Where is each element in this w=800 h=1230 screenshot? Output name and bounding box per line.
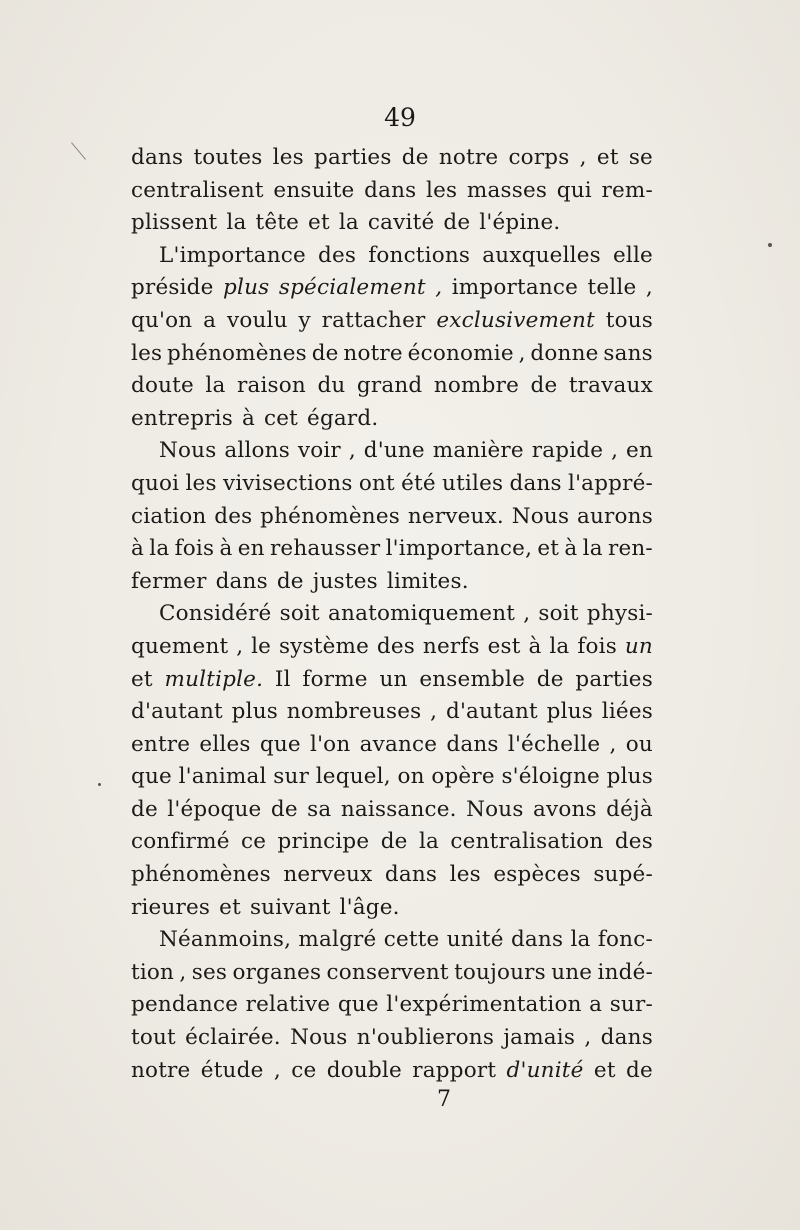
word: plissent [131, 210, 218, 236]
text-line [131, 729, 653, 762]
word: ensemble [419, 666, 526, 692]
word: à [528, 633, 542, 659]
word: suivant [249, 894, 331, 920]
word: rattacher [321, 307, 426, 333]
word: toujours [454, 959, 546, 985]
word: fonc- [597, 927, 653, 953]
word: de [131, 796, 158, 822]
word: anatomiquement [328, 601, 516, 627]
word: sans [603, 340, 653, 366]
text-line [131, 468, 653, 501]
word: et [596, 145, 619, 170]
word: tête [255, 210, 300, 236]
word: d'unité [506, 1057, 584, 1083]
word: et [593, 1057, 616, 1083]
word: , [645, 275, 653, 301]
word: justes [312, 568, 378, 594]
word: l'expérimentation [386, 992, 582, 1018]
word: quoi [131, 470, 180, 496]
word: l'appré- [568, 470, 653, 496]
word: , [518, 340, 526, 366]
word: d'une [363, 438, 425, 464]
word: rapide [531, 438, 604, 464]
word: , [348, 438, 356, 464]
word: ce [241, 829, 267, 855]
word: des [376, 633, 416, 659]
word: et [308, 210, 330, 236]
word: phénomènes [260, 503, 401, 529]
word: l'époque [167, 796, 262, 822]
word: des [614, 829, 653, 855]
body-text [131, 142, 653, 1087]
word: les [449, 862, 481, 888]
word: y [298, 307, 311, 333]
word: indé- [597, 959, 653, 985]
word: de [443, 210, 471, 236]
word: se [628, 145, 653, 170]
word: rehausser [269, 536, 381, 562]
word: la [226, 210, 247, 236]
word: aurons [576, 503, 653, 529]
word: une [551, 959, 593, 985]
word: dans [131, 145, 184, 170]
word: Nous [290, 1025, 348, 1051]
word: elle [612, 242, 653, 268]
word: supé- [593, 862, 653, 888]
word: que [131, 764, 172, 790]
word: dans [510, 927, 564, 953]
word: , [611, 438, 619, 464]
word: rem- [601, 177, 653, 203]
word: été [401, 470, 436, 496]
word: multiple. [164, 666, 264, 692]
word: n'oublierons [356, 1025, 495, 1051]
word: l'âge. [339, 894, 400, 920]
word: manière [432, 438, 524, 464]
text-line [131, 924, 653, 957]
word: la [418, 829, 440, 855]
word: rieures [131, 894, 211, 920]
word: le [251, 633, 272, 659]
word: l'importance, [385, 536, 533, 562]
word: centralisation [450, 829, 604, 855]
word: notre [438, 145, 499, 170]
word: de [401, 145, 429, 170]
word: Nous [159, 438, 217, 464]
word: Il [274, 666, 291, 692]
word: l'on [310, 731, 351, 757]
word: à [241, 405, 255, 431]
word: parties [314, 145, 392, 170]
word: l'échelle [507, 731, 601, 757]
word: voulu [226, 307, 288, 333]
text-line [131, 957, 653, 990]
word: ses [191, 959, 228, 985]
word: , [435, 275, 443, 301]
word: , [579, 145, 587, 170]
word: ren- [607, 536, 653, 562]
word: fonctions [368, 242, 471, 268]
word: la [570, 927, 591, 953]
word: les [131, 340, 163, 366]
word: naissance. [340, 796, 457, 822]
word: elles [199, 731, 251, 757]
word: ensuite [273, 177, 355, 203]
text-line [131, 598, 653, 631]
word: grand [356, 373, 423, 399]
word: un [624, 633, 653, 659]
word: la [205, 373, 226, 399]
word: de [536, 666, 564, 692]
word: à [219, 536, 233, 562]
text-line [131, 761, 653, 794]
word: quement [131, 633, 229, 659]
word: de [276, 568, 304, 594]
text-line [131, 207, 653, 240]
word: , [430, 699, 438, 725]
word: cavité [367, 210, 435, 236]
word: masses [466, 177, 548, 203]
text-line [131, 533, 653, 566]
word: phénomènes [167, 340, 307, 366]
word: de [311, 340, 339, 366]
word: utiles [442, 470, 504, 496]
word: et [537, 536, 560, 562]
word: sur- [609, 992, 653, 1018]
word: relative [245, 992, 331, 1018]
word: sur [273, 764, 310, 790]
word: corps [508, 145, 570, 170]
word: Néanmoins, [159, 927, 292, 953]
word: phénomènes [131, 862, 271, 888]
word: lequel, [315, 764, 391, 790]
word: déjà [606, 796, 653, 822]
text-line [131, 142, 653, 175]
word: forme [302, 666, 368, 692]
word: dans [215, 568, 268, 594]
word: de [626, 1057, 653, 1083]
word: centralisent [131, 177, 264, 203]
word: spécialement [278, 275, 426, 301]
text-line [131, 566, 653, 599]
word: nombre [433, 373, 520, 399]
word: vivisections [222, 470, 353, 496]
word: et [131, 666, 153, 692]
word: physi- [586, 601, 653, 627]
word: égard. [307, 405, 379, 431]
paper-speck [768, 243, 772, 247]
word: à [564, 536, 578, 562]
word: notre [343, 340, 403, 366]
word: nombreuses [286, 699, 422, 725]
word: d'autant [445, 699, 538, 725]
text-line [131, 631, 653, 664]
word: dans [384, 862, 438, 888]
word: , [179, 959, 187, 985]
text-line [131, 272, 653, 305]
word: sa [307, 796, 332, 822]
signature-mark: 7 [437, 1087, 451, 1112]
text-line [131, 892, 653, 925]
word: l'épine. [479, 210, 561, 236]
word: double [326, 1057, 402, 1083]
word: les [426, 177, 458, 203]
word: fois [577, 633, 617, 659]
page-number: 49 [384, 103, 416, 132]
text-line [131, 989, 653, 1022]
word: unité [446, 927, 504, 953]
word: s'éloigne [501, 764, 600, 790]
word: tion [131, 959, 175, 985]
word: en [237, 536, 265, 562]
word: fois [174, 536, 215, 562]
word: plus [223, 275, 270, 301]
word: soit [279, 601, 320, 627]
word: a [589, 992, 603, 1018]
word: plus [231, 699, 278, 725]
word: un [379, 666, 408, 692]
word: cette [383, 927, 440, 953]
word: la [149, 536, 170, 562]
word: cet [264, 405, 299, 431]
word: des [214, 503, 253, 529]
word: ce [291, 1057, 317, 1083]
word: et [219, 894, 241, 920]
text-line [131, 1022, 653, 1055]
word: notre [131, 1057, 191, 1083]
word: que [259, 731, 301, 757]
word: la [549, 633, 570, 659]
word: qu'on [131, 307, 193, 333]
word: conservent [326, 959, 449, 985]
word: , [273, 1057, 281, 1083]
word: nerveux. [407, 503, 504, 529]
word: parties [575, 666, 653, 692]
word: plus [606, 764, 653, 790]
word: importance [451, 275, 579, 301]
word: des [318, 242, 357, 268]
word: fermer [131, 568, 207, 594]
word: plus [546, 699, 593, 725]
text-line [131, 696, 653, 729]
word: principe [277, 829, 370, 855]
word: la [338, 210, 359, 236]
word: rapport [412, 1057, 497, 1083]
word: éclairée. [185, 1025, 281, 1051]
word: donne [530, 340, 599, 366]
word: soit [538, 601, 579, 627]
word: Nous [511, 503, 570, 529]
word: exclusivement [436, 307, 595, 333]
text-line [131, 435, 653, 468]
word: entre [131, 731, 191, 757]
text-line [131, 794, 653, 827]
paper-speck [98, 783, 101, 786]
word: les [185, 470, 217, 496]
text-line [131, 664, 653, 697]
word: doute [131, 373, 194, 399]
word: d'autant [131, 699, 223, 725]
word: opère [431, 764, 495, 790]
word: l'animal [178, 764, 267, 790]
text-line [131, 403, 653, 436]
text-line [131, 305, 653, 338]
word: que [337, 992, 379, 1018]
word: nerveux [283, 862, 373, 888]
word: , [609, 731, 617, 757]
text-line [131, 370, 653, 403]
word: L'importance [159, 242, 306, 268]
word: dans [364, 177, 417, 203]
word: confirmé [131, 829, 230, 855]
word: tous [605, 307, 653, 333]
word: jamais [503, 1025, 576, 1051]
text-line [131, 175, 653, 208]
word: , [523, 601, 531, 627]
text-line [131, 501, 653, 534]
word: du [317, 373, 346, 399]
word: a [203, 307, 217, 333]
word: Considéré [159, 601, 272, 627]
word: espèces [493, 862, 581, 888]
word: à [131, 536, 145, 562]
word: dans [446, 731, 499, 757]
word: ont [358, 470, 395, 496]
word: , [236, 633, 244, 659]
word: liées [601, 699, 653, 725]
word: dans [509, 470, 562, 496]
word: travaux [568, 373, 653, 399]
word: auxquelles [482, 242, 601, 268]
word: allons [224, 438, 290, 464]
word: les [272, 145, 304, 170]
word: système [278, 633, 370, 659]
word: , [584, 1025, 592, 1051]
paper-edge-mark [71, 142, 86, 159]
word: malgré [298, 927, 377, 953]
text-line [131, 859, 653, 892]
word: voir [297, 438, 341, 464]
word: tout [131, 1025, 176, 1051]
word: organes [232, 959, 322, 985]
word: préside [131, 275, 214, 301]
word: telle [587, 275, 637, 301]
word: ciation [131, 503, 207, 529]
text-line [131, 826, 653, 859]
word: on [397, 764, 425, 790]
word: avance [359, 731, 438, 757]
word: toutes [193, 145, 263, 170]
word: Nous [466, 796, 524, 822]
word: avons [532, 796, 597, 822]
word: dans [600, 1025, 653, 1051]
text-line [131, 240, 653, 273]
text-line [131, 1055, 653, 1088]
text-line [131, 338, 653, 371]
word: ou [625, 731, 653, 757]
word: nerfs [422, 633, 480, 659]
word: en [626, 438, 653, 464]
word: est [487, 633, 521, 659]
word: limites. [386, 568, 469, 594]
word: économie [407, 340, 514, 366]
word: qui [556, 177, 592, 203]
word: de [530, 373, 558, 399]
word: de [380, 829, 408, 855]
word: étude [200, 1057, 264, 1083]
word: entrepris [131, 405, 233, 431]
word: la [582, 536, 603, 562]
word: pendance [131, 992, 239, 1018]
word: de [270, 796, 298, 822]
word: raison [236, 373, 306, 399]
